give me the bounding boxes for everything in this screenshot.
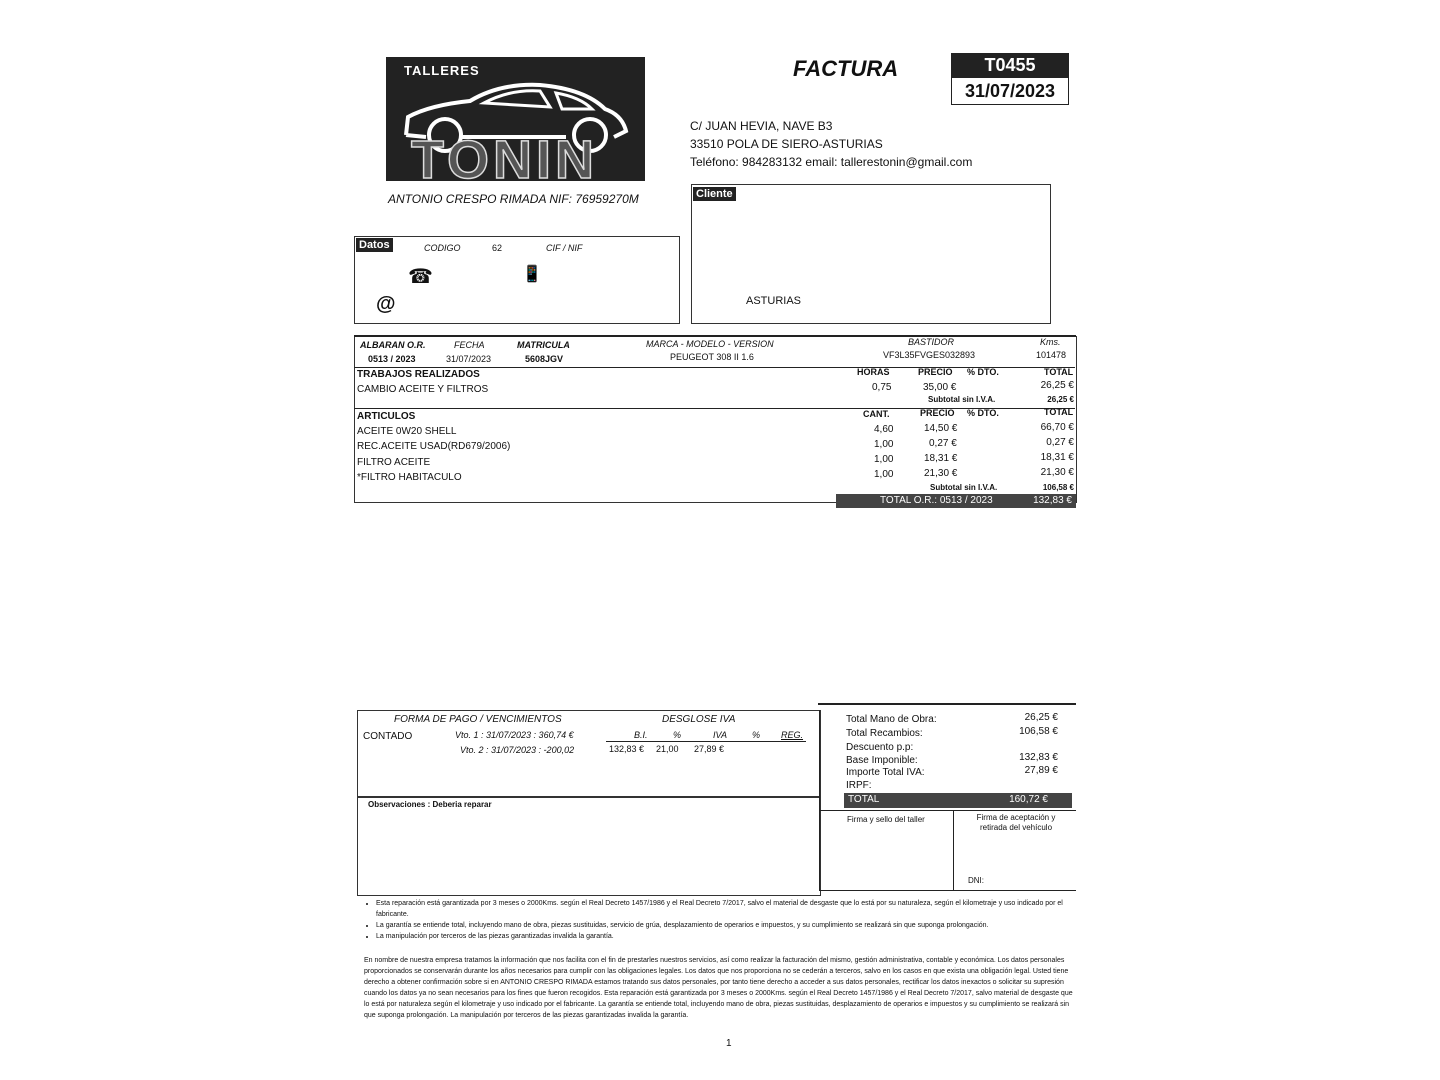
page-number: 1	[726, 1038, 732, 1049]
logo-bottom-text: TONIN	[411, 130, 599, 181]
articulos-col-total: TOTAL	[1044, 407, 1074, 417]
articulo-total: 66,70 €	[1040, 422, 1074, 433]
codigo-value: 62	[492, 243, 503, 253]
pago-method: CONTADO	[363, 731, 413, 742]
matricula-value: 5608JGV	[525, 354, 564, 364]
totales-label-descuento: Descuento p.p:	[846, 742, 914, 753]
articulos-col-cant: CANT.	[863, 409, 890, 419]
trabajos-subtotal-label: Subtotal sin I.V.A.	[928, 395, 996, 404]
totales-value-recambios: 106,58 €	[1019, 726, 1058, 737]
articulo-desc: ACEITE 0W20 SHELL	[357, 426, 457, 437]
iva-col-pct: %	[673, 730, 682, 740]
trabajos-col-dto: % DTO.	[967, 367, 999, 377]
articulo-cant: 1,00	[874, 454, 894, 465]
articulo-cant: 1,00	[874, 439, 894, 450]
trabajos-title: TRABAJOS REALIZADOS	[357, 369, 480, 380]
totales-value-mano-obra: 26,25 €	[1024, 712, 1058, 723]
articulo-desc: FILTRO ACEITE	[357, 457, 431, 468]
bastidor-value: VF3L35FVGES032893	[883, 350, 976, 360]
dni-label: DNI:	[968, 876, 984, 885]
iva-amount-value: 27,89 €	[694, 744, 725, 754]
iva-col-reg: REG.	[781, 730, 804, 740]
total-or-value: 132,83 €	[1033, 495, 1072, 506]
totales-value-base: 132,83 €	[1019, 752, 1058, 763]
totales-label-base: Base Imponible:	[846, 755, 918, 766]
col-albaran: ALBARAN O.R.	[360, 340, 426, 350]
trabajo-precio: 35,00 €	[923, 382, 957, 393]
articulo-precio: 21,30 €	[924, 468, 958, 479]
albaran-value: 0513 / 2023	[368, 354, 416, 364]
col-matricula: MATRICULA	[517, 340, 570, 350]
cif-label: CIF / NIF	[546, 243, 583, 253]
iva-bi-value: 132,83 €	[609, 744, 645, 754]
total-or-bar	[836, 494, 1076, 508]
total-bar	[844, 793, 1072, 808]
invoice-number: T0455	[951, 53, 1069, 77]
totales-value-iva: 27,89 €	[1024, 765, 1058, 776]
modelo-value: PEUGEOT 308 II 1.6	[670, 352, 754, 362]
document-title: FACTURA	[793, 56, 899, 81]
totales-label-mano-obra: Total Mano de Obra:	[846, 714, 937, 725]
trabajos-col-precio: PRECIO	[918, 367, 953, 377]
phone-icon: ☎	[408, 266, 433, 288]
totales-label-irpf: IRPF:	[846, 780, 872, 791]
iva-pct-value: 21,00	[656, 744, 679, 754]
pago-vto2: Vto. 2 : 31/07/2023 : -200,02	[460, 745, 575, 755]
email-icon: @	[376, 293, 396, 315]
articulo-desc: REC.ACEITE USAD(RD679/2006)	[357, 441, 511, 452]
address-line-1: C/ JUAN HEVIA, NAVE B3	[690, 119, 833, 133]
observaciones: Observaciones : Deberia reparar	[368, 800, 492, 809]
firma-taller: Firma y sello del taller	[847, 815, 925, 824]
trabajo-horas: 0,75	[872, 382, 892, 393]
address-line-2: 33510 POLA DE SIERO-ASTURIAS	[690, 137, 883, 151]
iva-col-iva: IVA	[713, 730, 728, 740]
trabajo-desc: CAMBIO ACEITE Y FILTROS	[357, 384, 489, 395]
observaciones-box	[357, 796, 821, 896]
articulo-total: 18,31 €	[1040, 452, 1074, 463]
articulos-subtotal-label: Subtotal sin I.V.A.	[930, 483, 998, 492]
articulo-precio: 18,31 €	[924, 453, 958, 464]
articulo-desc: *FILTRO HABITACULO	[357, 472, 462, 483]
articulo-cant: 1,00	[874, 469, 894, 480]
trabajo-total: 26,25 €	[1040, 380, 1074, 391]
kms-value: 101478	[1036, 350, 1067, 360]
articulos-subtotal: 106,58 €	[1042, 483, 1074, 492]
cliente-box	[691, 184, 1051, 324]
logo-top-text: TALLERES	[404, 63, 480, 78]
trabajos-col-horas: HORAS	[857, 367, 890, 377]
articulo-total: 0,27 €	[1046, 437, 1074, 448]
fecha-value: 31/07/2023	[446, 354, 492, 364]
articulos-title: ARTICULOS	[357, 411, 416, 422]
address-line-3: Teléfono: 984283132 email: tallerestonin@gmail.com	[690, 155, 973, 169]
firma-cliente: Firma de aceptación y retirada del vehículo	[976, 813, 1056, 832]
datos-box	[354, 236, 680, 324]
owner-nif: ANTONIO CRESPO RIMADA NIF: 76959270M	[388, 192, 639, 206]
col-kms: Kms.	[1040, 337, 1061, 347]
totales-label-iva: Importe Total IVA:	[846, 767, 925, 778]
invoice-date: 31/07/2023	[951, 77, 1069, 105]
articulos-col-dto: % DTO.	[967, 408, 999, 418]
articulos-col-precio: PRECIO	[920, 408, 955, 418]
articulo-precio: 0,27 €	[929, 438, 957, 449]
company-logo	[386, 57, 645, 181]
legal-bullet: • La garantía se entiende total, incluyendo mano de obra, piezas sustituidas, servicio de grúa, desplazamiento de operarios e impuestos, y su cumplimiento se realizará sin que suponga prolongación.	[376, 920, 1088, 931]
articulo-cant: 4,60	[874, 424, 894, 435]
legal-bullet: • Esta reparación está garantizada por 3 meses o 2000Kms. según el Real Decreto 1457/1986 y el Real Decreto 7/2017, salvo el material de desgaste que lo está por su naturaleza, según el kilometraje y uso indicado por el fabricante.	[376, 898, 1088, 920]
pago-vto1: Vto. 1 : 31/07/2023 : 360,74 €	[455, 730, 574, 740]
datos-tag: Datos	[356, 238, 393, 252]
col-bastidor: BASTIDOR	[908, 337, 955, 347]
cliente-region: ASTURIAS	[746, 295, 802, 307]
mobile-icon: 📱	[522, 266, 542, 283]
articulo-total: 21,30 €	[1040, 467, 1074, 478]
col-modelo: MARCA - MODELO - VERSION	[646, 339, 774, 349]
codigo-label: CODIGO	[424, 243, 461, 253]
company-address	[690, 117, 972, 171]
cliente-tag: Cliente	[693, 187, 736, 201]
legal-bullets	[362, 898, 1088, 942]
total-label: TOTAL	[848, 794, 880, 805]
iva-col-pct2: %	[752, 730, 761, 740]
pago-title: FORMA DE PAGO / VENCIMIENTOS	[394, 714, 562, 725]
totales-label-recambios: Total Recambios:	[846, 728, 923, 739]
total-or-label: TOTAL O.R.: 0513 / 2023	[880, 495, 993, 506]
trabajos-subtotal: 26,25 €	[1047, 395, 1074, 404]
iva-title: DESGLOSE IVA	[662, 714, 736, 725]
col-fecha: FECHA	[454, 340, 485, 350]
trabajos-col-total: TOTAL	[1044, 367, 1074, 377]
legal-bullet: • La manipulación por terceros de las piezas garantizadas invalida la garantía.	[376, 931, 1088, 942]
articulo-precio: 14,50 €	[924, 423, 958, 434]
total-value: 160,72 €	[1009, 794, 1048, 805]
privacy-text: En nombre de nuestra empresa tratamos la información que nos facilita con el fin de prestarles nuestros servicios, así como realizar la facturación del mismo, gestión administrativa, contable y económica. Los datos personales proporcionados se conservarán durante los años necesarios para cumplir con las obligaciones legales. Los datos que nos proporciona no se cederán a terceros, salvo en los casos en que exista una obligación legal. Usted tiene derecho a obtener confirmación sobre si en ANTONIO CRESPO RIMADA estamos tratando sus datos personales, por tanto tiene derecho a acceder a sus datos personales, rectificar los datos inexactos o solicitar su supresión cuando los datos ya no sean necesarios para los fines que fueron recogidos. Esta reparación está garantizada por 3 meses o 2000Kms. según el Real Decreto 1457/1986 y el Real Decreto 7/2017, salvo material de desgaste que lo está por naturaleza según el kilometraje y uso indicado por el fabricante. La garantía se entiende total, incluyendo mano de obra, piezas sustituidas, desplazamiento de operarios e impuestos y su cumplimiento se realizará sin que suponga prolongación. La manipulación por terceros de las piezas garantizadas invalida la garantía.	[364, 957, 1073, 1019]
iva-col-bi: B.I.	[634, 730, 648, 740]
